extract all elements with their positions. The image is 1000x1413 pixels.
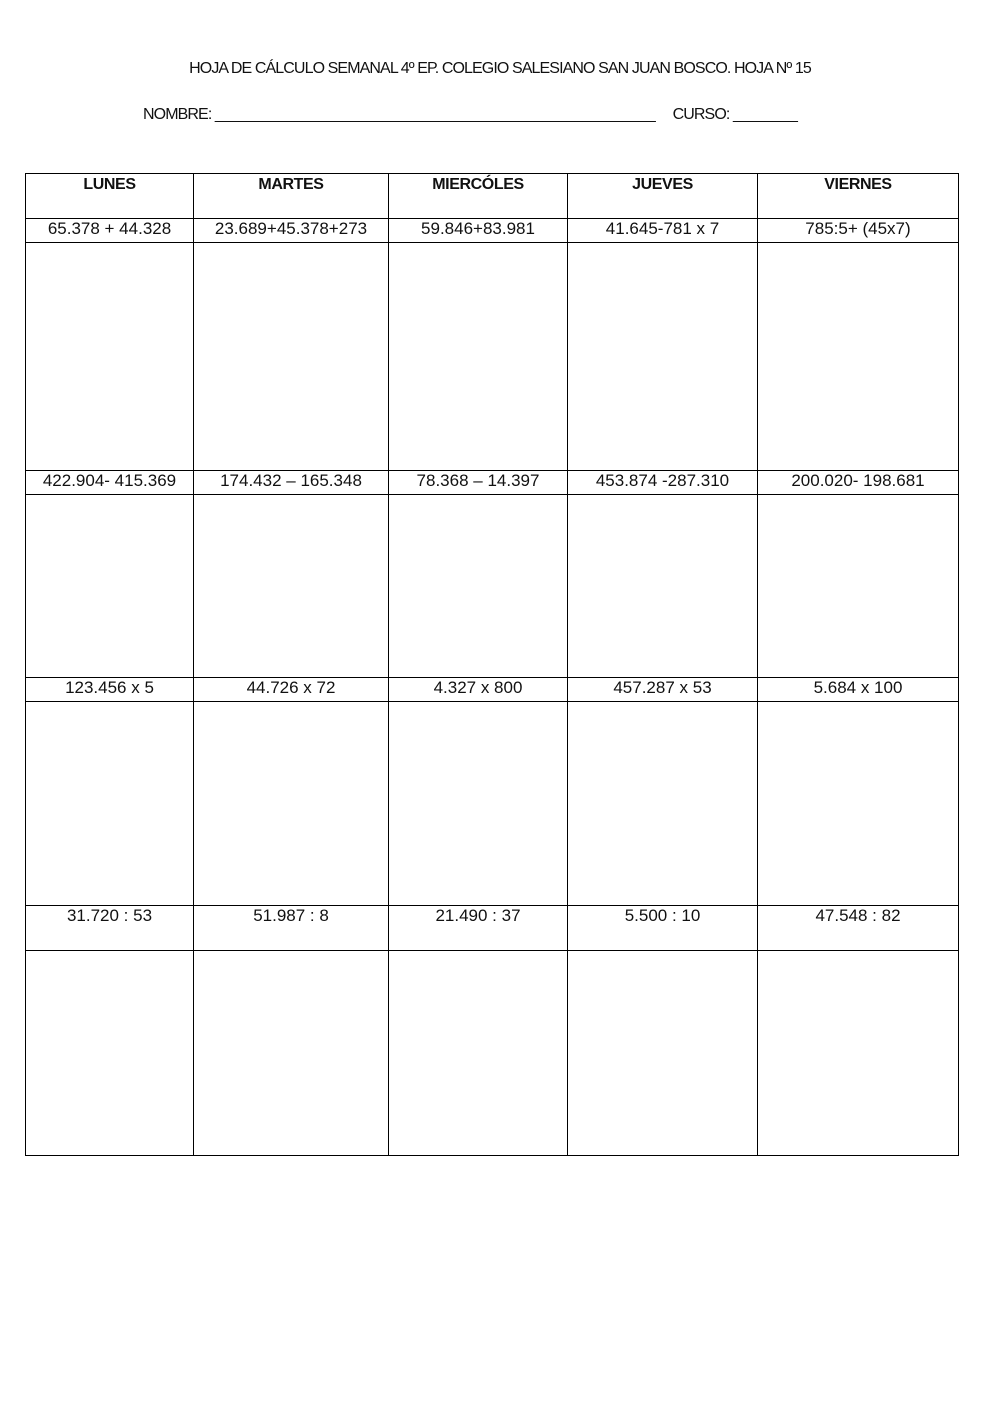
operation-cell: 44.726 x 72 [194,678,389,702]
operation-cell: 47.548 : 82 [758,906,959,951]
name-field-label: NOMBRE: _______________________________________________________ [143,106,655,123]
work-space-row-1 [26,243,959,471]
operation-cell: 59.846+83.981 [389,219,568,243]
operation-cell: 174.432 – 165.348 [194,471,389,495]
operation-row-2 [26,471,959,495]
work-space-cell[interactable] [26,243,194,471]
work-space-cell[interactable] [389,702,568,906]
course-field-label: CURSO: ________ [672,106,797,123]
work-space-row-3 [26,702,959,906]
operation-cell: 41.645-781 x 7 [568,219,758,243]
work-space-row-4 [26,951,959,1156]
day-header-viernes: VIERNES [758,174,959,219]
operation-cell: 457.287 x 53 [568,678,758,702]
operation-cell: 5.500 : 10 [568,906,758,951]
name-course-line [143,106,797,124]
work-space-cell[interactable] [758,243,959,471]
work-space-cell[interactable] [194,495,389,678]
work-space-cell[interactable] [194,702,389,906]
operation-cell: 21.490 : 37 [389,906,568,951]
operation-cell: 785:5+ (45x7) [758,219,959,243]
operation-cell: 23.689+45.378+273 [194,219,389,243]
operation-row-4 [26,906,959,951]
operation-cell: 31.720 : 53 [26,906,194,951]
work-space-cell[interactable] [194,951,389,1156]
operation-cell: 5.684 x 100 [758,678,959,702]
work-space-cell[interactable] [389,951,568,1156]
operation-cell: 422.904- 415.369 [26,471,194,495]
work-space-cell[interactable] [389,243,568,471]
day-header-martes: MARTES [194,174,389,219]
work-space-cell[interactable] [568,495,758,678]
operation-cell: 123.456 x 5 [26,678,194,702]
operation-cell: 453.874 -287.310 [568,471,758,495]
work-space-cell[interactable] [568,243,758,471]
work-space-cell[interactable] [26,495,194,678]
operation-cell: 78.368 – 14.397 [389,471,568,495]
day-header-miercoles: MIERCÓLES [389,174,568,219]
work-space-cell[interactable] [26,702,194,906]
day-header-jueves: JUEVES [568,174,758,219]
work-space-row-2 [26,495,959,678]
weekly-calculation-table [25,173,959,1156]
operation-cell: 51.987 : 8 [194,906,389,951]
work-space-cell[interactable] [758,951,959,1156]
work-space-cell[interactable] [26,951,194,1156]
work-space-cell[interactable] [568,951,758,1156]
operation-row-3 [26,678,959,702]
worksheet-title: HOJA DE CÁLCULO SEMANAL 4º EP. COLEGIO SALESIANO SAN JUAN BOSCO. HOJA Nº 15 [189,60,811,77]
operation-row-1 [26,219,959,243]
work-space-cell[interactable] [758,702,959,906]
work-space-cell[interactable] [758,495,959,678]
operation-cell: 4.327 x 800 [389,678,568,702]
operation-cell: 200.020- 198.681 [758,471,959,495]
day-header-lunes: LUNES [26,174,194,219]
days-header-row [26,174,959,219]
work-space-cell[interactable] [194,243,389,471]
work-space-cell[interactable] [389,495,568,678]
operation-cell: 65.378 + 44.328 [26,219,194,243]
work-space-cell[interactable] [568,702,758,906]
